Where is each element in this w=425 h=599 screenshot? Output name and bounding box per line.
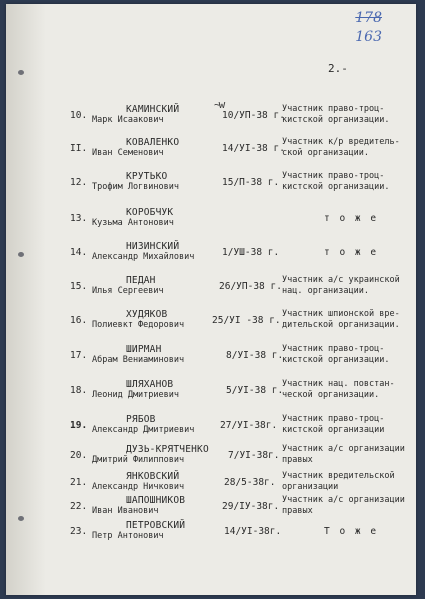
entry-given-name: Александр Ничкович	[92, 482, 185, 492]
entry-date: 27/УI-38г.	[220, 420, 278, 431]
entry-surname: ДУЗЬ-КРЯТЧЕНКО	[126, 444, 209, 455]
entry-description	[282, 344, 414, 366]
entry-number: 12.	[70, 177, 88, 188]
description-line: Участник а/с организации	[282, 444, 405, 454]
entry-given-name: Трофим Логвинович	[92, 182, 179, 192]
description-line: Участник право-троц-	[282, 171, 385, 181]
table-row	[6, 207, 416, 233]
entry-given-name: Полиевкт Федорович	[92, 320, 185, 330]
handwritten-mark: ~w	[214, 98, 224, 111]
description-line: Участник а/с украинской	[282, 275, 400, 285]
binding-hole	[18, 70, 24, 75]
entry-same-note: Т о ж е	[324, 526, 379, 537]
entry-surname: КОВАЛЕНКО	[126, 137, 180, 148]
table-row	[6, 520, 416, 546]
entry-number: 10.	[70, 110, 88, 121]
entry-date: 8/УI-38 г.	[226, 350, 284, 361]
entry-surname: ШИРМАН	[126, 344, 162, 355]
table-row	[6, 171, 416, 197]
entry-description	[282, 444, 414, 466]
entry-number: 13.	[70, 213, 88, 224]
description-line: Участник право-троц-	[282, 414, 385, 424]
entry-surname: КОРОБЧУК	[126, 207, 174, 218]
entry-given-name: Илья Сергеевич	[92, 286, 164, 296]
table-row	[6, 414, 416, 440]
entry-description	[282, 495, 414, 517]
entry-given-name: Александр Дмитриевич	[92, 425, 195, 435]
table-row	[6, 471, 416, 497]
table-row	[6, 309, 416, 335]
entry-date: 14/УI-38г.	[224, 526, 282, 537]
entry-date: 5/УI-38 г.	[226, 385, 284, 396]
table-row	[6, 444, 416, 470]
entry-number: 17.	[70, 350, 88, 361]
entry-number: 21.	[70, 477, 88, 488]
description-line: ской организации.	[282, 148, 369, 158]
description-line: Участник к/р вредитель-	[282, 137, 400, 147]
entry-surname: НИЗИНСКИЙ	[126, 241, 180, 252]
entry-description	[282, 379, 414, 401]
entry-given-name: Иван Семенович	[92, 148, 164, 158]
entry-number: 23.	[70, 526, 88, 537]
entry-number: 14.	[70, 247, 88, 258]
description-line: Участник право-троц-	[282, 104, 385, 114]
entry-number: 19.	[70, 420, 88, 431]
description-line: Участник вредительской	[282, 471, 395, 481]
entry-given-name: Петр Антонович	[92, 531, 164, 541]
description-line: Участник шпионской вре-	[282, 309, 400, 319]
table-row	[6, 241, 416, 267]
entry-date: 7/УI-38г.	[228, 450, 280, 461]
entry-number: 16.	[70, 315, 88, 326]
entry-surname: ШЛЯХАНОВ	[126, 379, 174, 390]
description-line: ческой организации.	[282, 390, 380, 400]
description-line: правых	[282, 455, 313, 465]
entry-given-name: Иван Иванович	[92, 506, 159, 516]
entry-surname: ШАПОШНИКОВ	[126, 495, 186, 506]
entry-description	[282, 104, 414, 126]
description-line: кистской организации	[282, 425, 385, 435]
entry-given-name: Марк Исаакович	[92, 115, 164, 125]
entry-given-name: Абрам Вениаминович	[92, 355, 185, 365]
entry-number: 20.	[70, 450, 88, 461]
description-line: кистской организации.	[282, 182, 390, 192]
entry-date: 10/УП-38 г.	[222, 110, 285, 121]
table-row	[6, 104, 416, 130]
entry-number: 22.	[70, 501, 88, 512]
archive-number-crossed: 178	[355, 10, 382, 26]
entry-given-name: Леонид Дмитриевич	[92, 390, 179, 400]
page-number: 2.-	[328, 62, 348, 75]
description-line: Участник а/с организации	[282, 495, 405, 505]
entry-given-name: Дмитрий Филиппович	[92, 455, 185, 465]
entry-surname: КРУТЬКО	[126, 171, 168, 182]
entry-date: 28/5-38г.	[224, 477, 276, 488]
description-line: нац. организации.	[282, 286, 369, 296]
entry-date: 26/УП-38 г.	[219, 281, 282, 292]
entry-given-name: Александр Михайлович	[92, 252, 195, 262]
entry-date: 29/IУ-38г.	[222, 501, 280, 512]
entry-surname: РЯБОВ	[126, 414, 156, 425]
entry-date: 25/УI -38 г.	[212, 315, 281, 326]
description-line: Участник нац. повстан-	[282, 379, 395, 389]
description-line: дительской организации.	[282, 320, 400, 330]
description-line: кистской организации.	[282, 115, 390, 125]
entry-given-name: Кузьма Антонович	[92, 218, 174, 228]
entry-surname: ХУДЯКОВ	[126, 309, 168, 320]
entry-date: 15/П-38 г.	[222, 177, 280, 188]
entry-same-note: т о ж е	[324, 213, 379, 224]
entry-same-note: т о ж е	[324, 247, 379, 258]
description-line: правых	[282, 506, 313, 516]
entry-date: 14/УI-38 г.	[222, 143, 285, 154]
entry-surname: КАМИНСКИЙ	[126, 104, 180, 115]
entry-description	[282, 137, 414, 159]
entry-description	[282, 414, 414, 436]
entry-surname: ПЕДАН	[126, 275, 156, 286]
entry-number: 15.	[70, 281, 88, 292]
entry-surname: ЯНКОВСКИЙ	[126, 471, 180, 482]
table-row	[6, 495, 416, 521]
entry-date: 1/УШ-38 г.	[222, 247, 280, 258]
description-line: кистской организации.	[282, 355, 390, 365]
entry-number: 18.	[70, 385, 88, 396]
entry-surname: ПЕТРОВСКИЙ	[126, 520, 186, 531]
archive-number: 163	[355, 29, 382, 45]
table-row	[6, 137, 416, 163]
entry-description	[282, 471, 414, 493]
table-row	[6, 379, 416, 405]
entry-description	[282, 275, 414, 297]
entry-description	[282, 171, 414, 193]
description-line: организации	[282, 482, 339, 492]
entry-description	[282, 309, 414, 331]
table-row	[6, 275, 416, 301]
description-line: Участник право-троц-	[282, 344, 385, 354]
document-page	[6, 4, 416, 595]
entry-number: II.	[70, 143, 88, 154]
table-row	[6, 344, 416, 370]
